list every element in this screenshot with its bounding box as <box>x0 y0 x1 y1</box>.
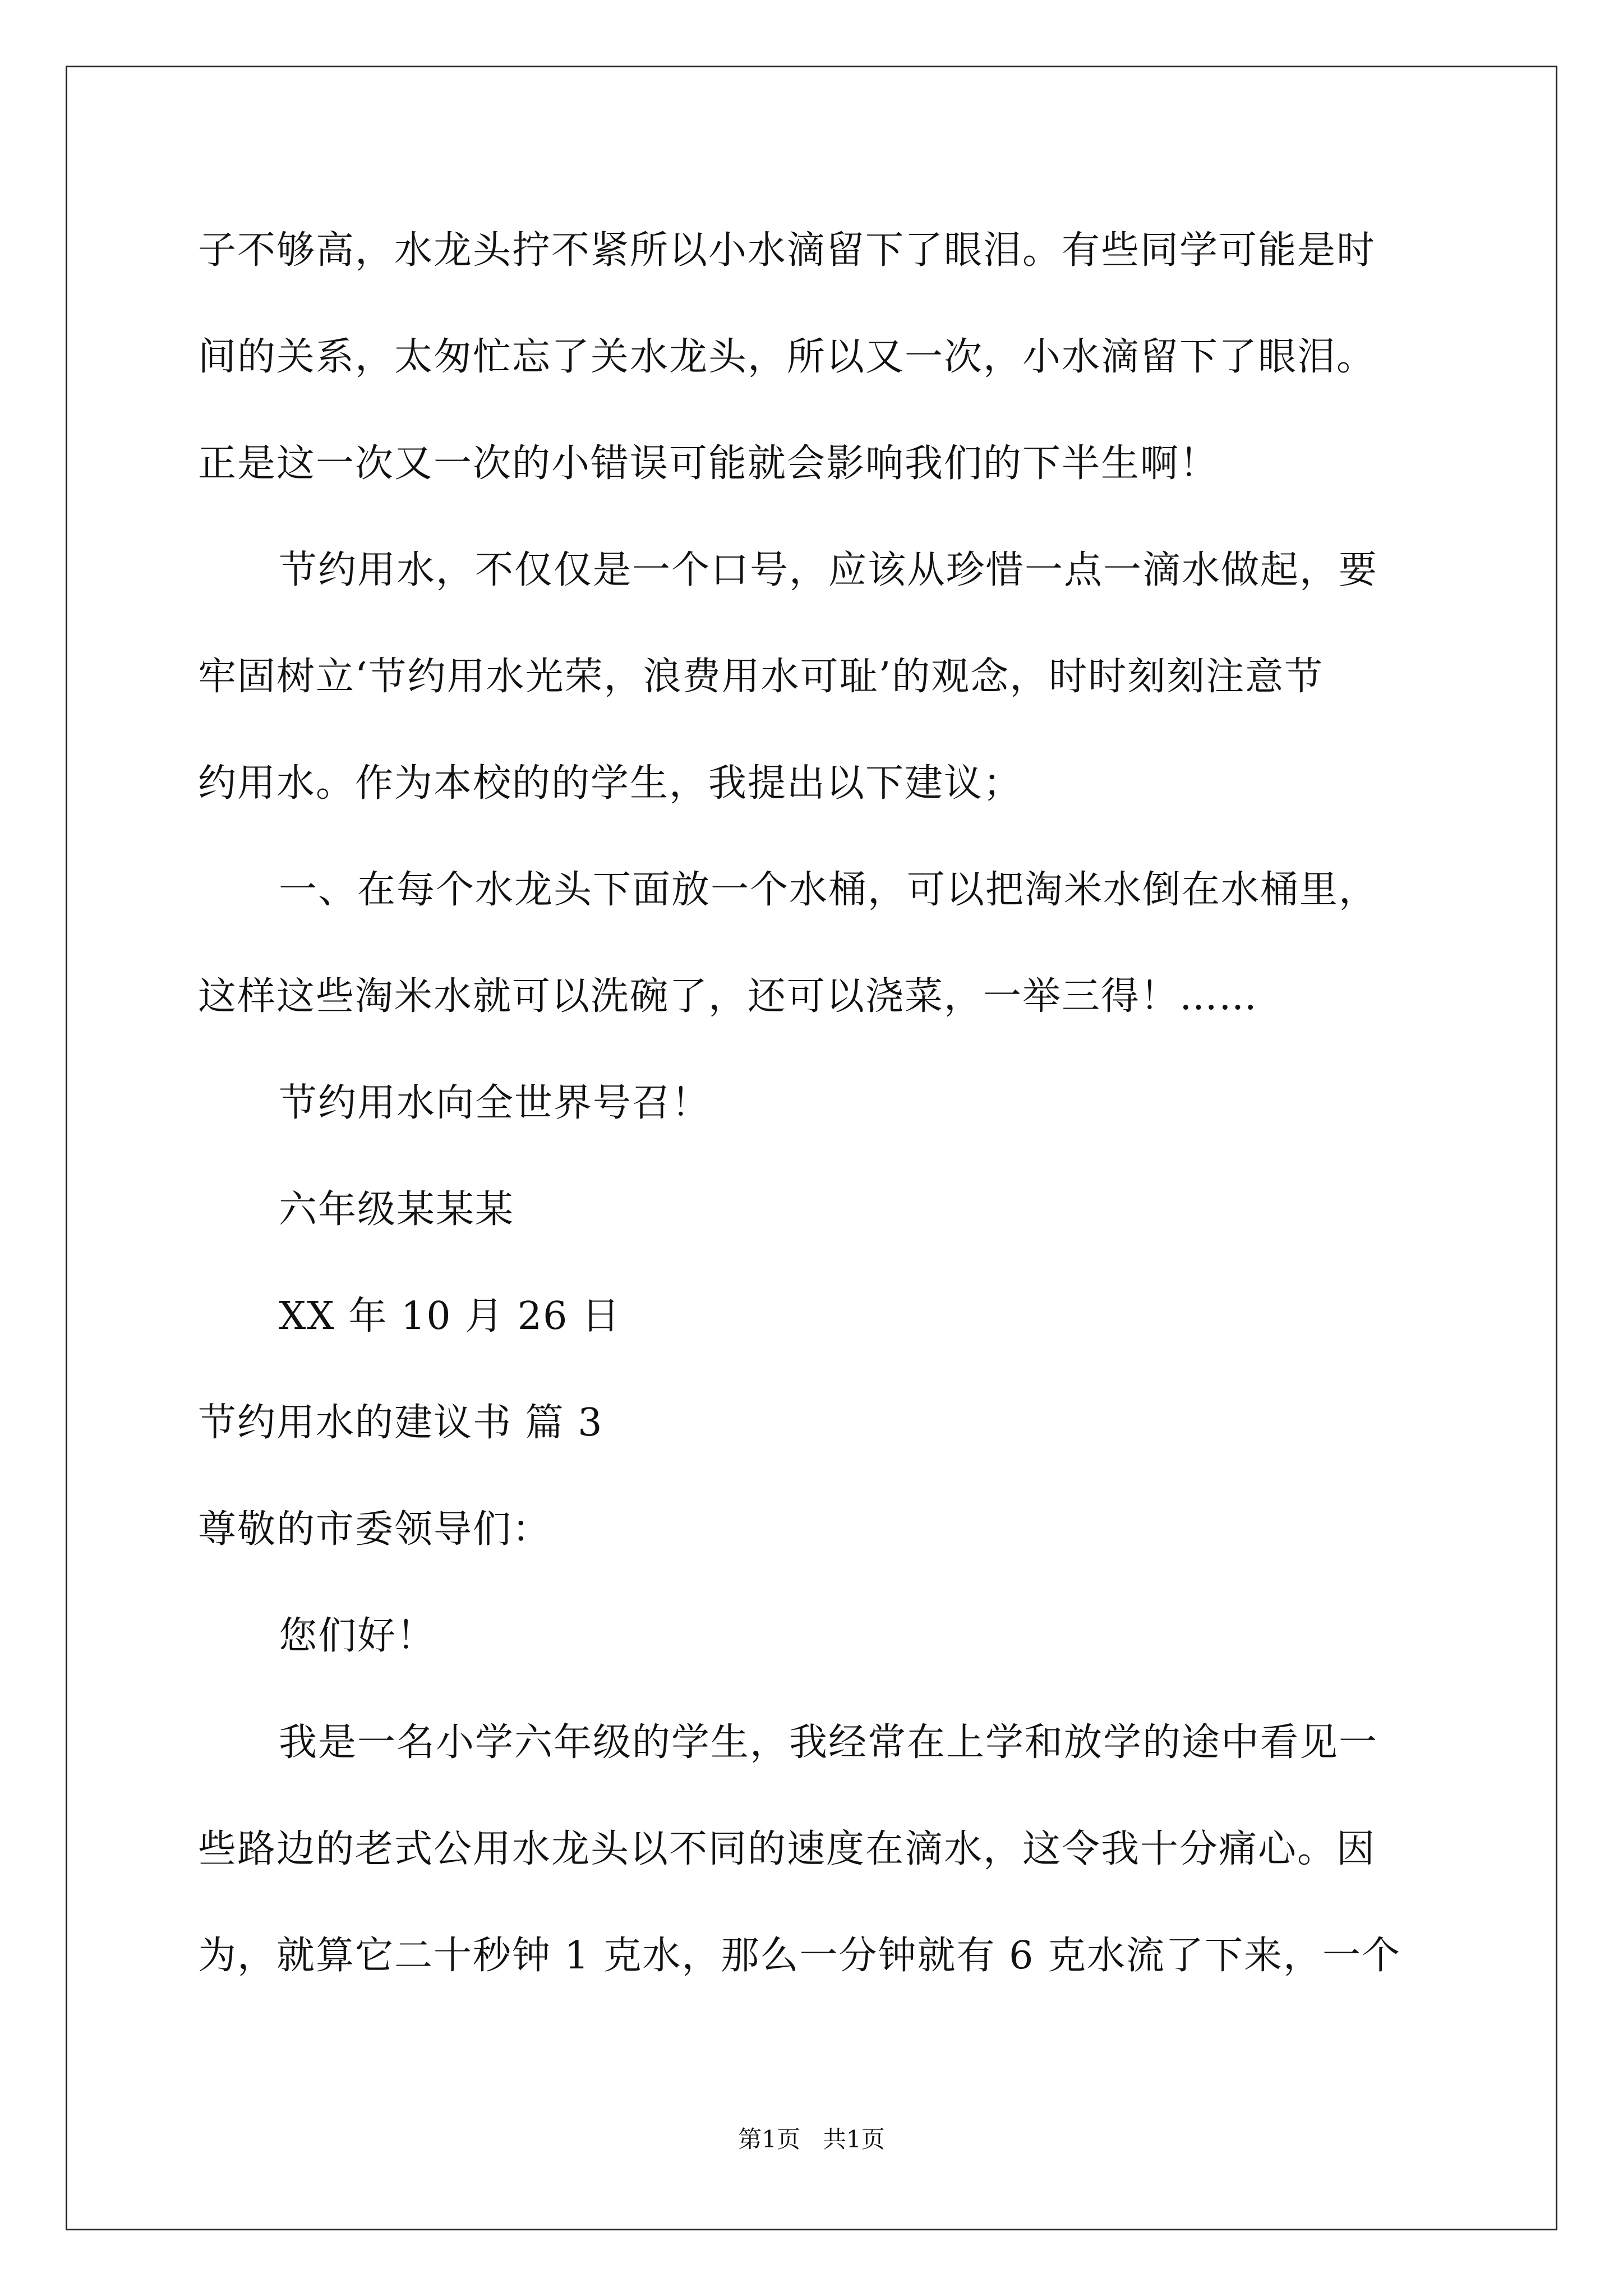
text-line: 这样这些淘米水就可以洗碗了，还可以浇菜，一举三得！…… <box>198 974 1258 1019</box>
paragraph-first-line: 节约用水，不仅仅是一个口号，应该从珍惜一点一滴水做起，要 <box>279 548 1378 592</box>
page-number-footer: 第1页 共1页 <box>738 2125 885 2153</box>
text-line: 子不够高，水龙头拧不紧所以小水滴留下了眼泪。有些同学可能是时 <box>198 228 1376 273</box>
signature-line: 六年级某某某 <box>279 1188 515 1232</box>
text-line: 为，就算它二十秒钟 1 克水，那么一分钟就有 6 克水流了下来，一个 <box>198 1934 1401 1978</box>
page-border <box>66 66 1557 2230</box>
date-line: XX 年 10 月 26 日 <box>279 1294 621 1338</box>
greeting-line: 您们好！ <box>279 1614 436 1658</box>
salutation-line: 尊敬的市委领导们： <box>198 1507 552 1552</box>
text-line: 些路边的老式公用水龙头以不同的速度在滴水，这令我十分痛心。因 <box>198 1827 1376 1871</box>
text-line: 正是这一次又一次的小错误可能就会影响我们的下半生啊！ <box>198 441 1219 486</box>
section-heading: 节约用水的建议书 篇 3 <box>198 1401 603 1445</box>
text-line: 牢固树立‘节约用水光荣，浪费用水可耻’的观念，时时刻刻注意节 <box>198 655 1324 699</box>
text-line: 约用水。作为本校的的学生，我提出以下建议； <box>198 761 1023 806</box>
text-line: 间的关系，太匆忙忘了关水龙头，所以又一次，小水滴留下了眼泪。 <box>198 335 1376 379</box>
paragraph-first-line: 一、在每个水龙头下面放一个水桶，可以把淘米水倒在水桶里， <box>279 868 1378 912</box>
slogan-line: 节约用水向全世界号召！ <box>279 1081 711 1125</box>
paragraph-first-line: 我是一名小学六年级的学生，我经常在上学和放学的途中看见一 <box>279 1720 1378 1765</box>
